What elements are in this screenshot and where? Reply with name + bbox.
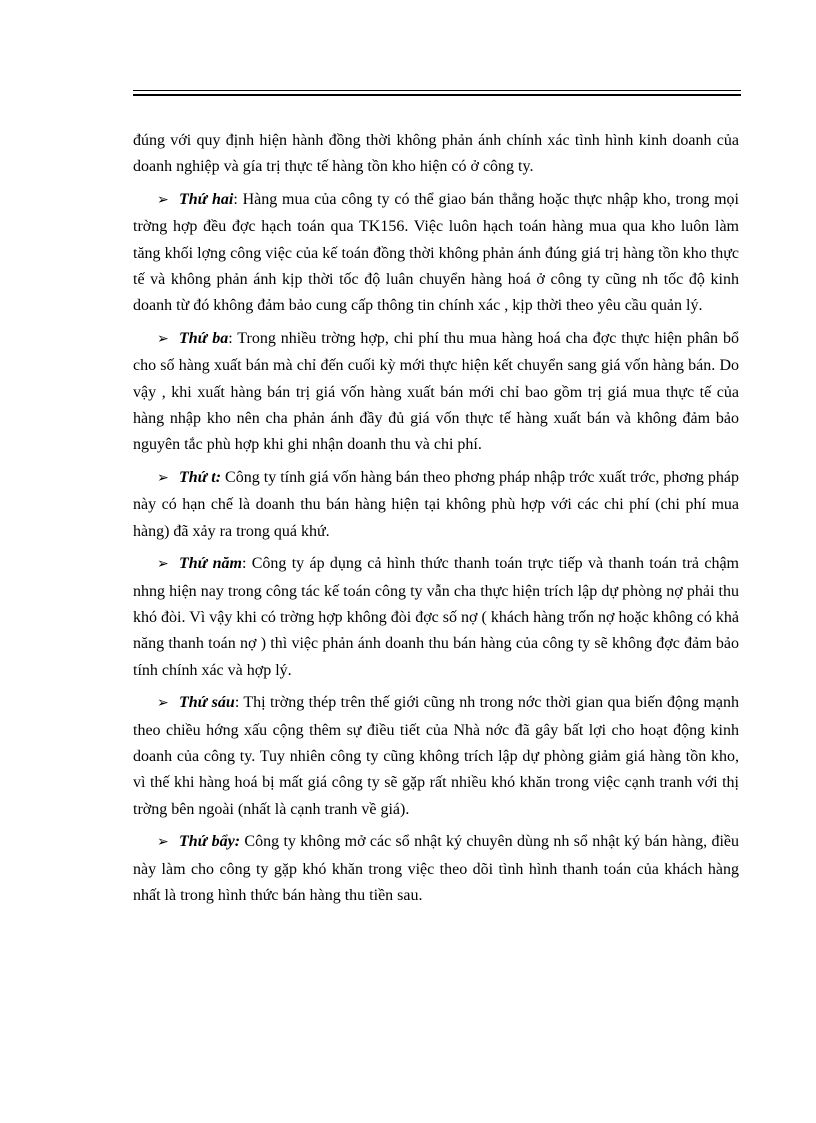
arrow-bullet-icon: ➢ <box>157 192 169 208</box>
arrow-bullet-icon: ➢ <box>157 835 169 851</box>
paragraph-thu-sau <box>133 690 739 823</box>
paragraph-thu-tu <box>133 465 739 545</box>
item-text: Công ty tính giá vốn hàng bán theo phơng pháp nhập trớc xuất trớc, phơng pháp này có hạn chế là doanh thu bán hàng hiện tại không phù hợp với các chi phí (chi phí mua hàng) đã xảy ra trong quá khứ. <box>133 468 740 540</box>
paragraph-thu-ba <box>133 326 739 459</box>
item-label: Thứ hai <box>179 190 234 208</box>
arrow-bullet-icon: ➢ <box>157 470 169 486</box>
item-label: Thứ sáu <box>179 694 235 712</box>
item-label: Thứ năm <box>179 555 242 573</box>
header-rule-thick <box>133 94 741 96</box>
arrow-bullet-icon: ➢ <box>157 696 169 712</box>
item-text: : Công ty áp dụng cả hình thức thanh toán trực tiếp và thanh toán trả chậm nhng hiện nay trong công tác kế toán công ty vẫn cha thực hiện trích lập dự phòng nợ phải thu khó đòi. Vì vậy khi có trờng hợp không đòi đợc số nợ ( khách hàng trốn nợ hoặc không có khả năng thanh toán nợ ) thì việc phản ánh doanh thu bán hàng của công ty sẽ không đợc đảm bảo tính chính xác và hợp lý. <box>133 555 739 679</box>
item-text: : Trong nhiều trờng hợp, chi phí thu mua hàng hoá cha đợc thực hiện phân bổ cho số hàng xuất bán mà chỉ đến cuối kỳ mới thực hiện kết chuyển sang giá vốn hàng bán. Do vậy , khi xuất hàng bán trị giá vốn hàng xuất bán mới chỉ bao gồm trị giá mua thực tế của hàng nhập kho nên cha phản ánh đầy đủ giá vốn thực tế hàng xuất bán và không đảm bảo nguyên tắc phù hợp khi ghi nhận doanh thu và chi phí. <box>133 329 739 454</box>
document-body <box>133 128 739 915</box>
item-label: Thứ t: <box>179 468 222 486</box>
item-label: Thứ bẩy: <box>179 833 241 851</box>
item-label: Thứ ba <box>179 329 229 347</box>
header-rule-thin <box>133 90 741 91</box>
intro-paragraph: đúng với quy định hiện hành đồng thời không phản ánh chính xác tình hình kinh doanh của doanh nghiệp và gía trị thực tế hàng tồn kho hiện có ở công ty. <box>133 132 739 176</box>
paragraph-thu-hai <box>133 187 739 320</box>
arrow-bullet-icon: ➢ <box>157 331 169 347</box>
item-text: Công ty không mở các sổ nhật ký chuyên dùng nh sổ nhật ký bán hàng, điều này làm cho công ty gặp khó khăn trong việc theo dõi tình hình thanh toán của khách hàng nhất là trong hình thức bán hàng thu tiền sau. <box>133 833 740 904</box>
paragraph-thu-bay <box>133 829 739 909</box>
paragraph-thu-nam <box>133 551 739 684</box>
item-text: : Hàng mua của công ty có thể giao bán thẳng hoặc thực nhập kho, trong mọi trờng hợp đều đợc hạch toán qua TK156. Việc luôn hạch toán hàng mua qua kho luôn làm tăng khối lợng công việc của kế toán đồng thời không phản ánh đúng giá trị hàng tồn kho thực tế và không phản ánh kịp thời tốc độ luân chuyển hàng hoá ở công ty cũng nh tốc độ kinh doanh từ đó không đảm bảo cung cấp thông tin chính xác , kịp thời theo yêu cầu quản lý. <box>133 190 739 315</box>
item-text: : Thị trờng thép trên thế giới cũng nh trong nớc thời gian qua biến động mạnh theo chiều hớng xấu cộng thêm sự điều tiết của Nhà nớc đã gây bất lợi cho hoạt động kinh doanh của công ty. Tuy nhiên công ty cũng không trích lập dự phòng giảm giá hàng tồn kho, vì thế khi hàng hoá bị mất giá công ty sẽ gặp rất nhiều khó khăn trong việc cạnh tranh với thị trờng bên ngoài (nhất là cạnh tranh về giá). <box>133 694 739 818</box>
arrow-bullet-icon: ➢ <box>157 557 169 573</box>
